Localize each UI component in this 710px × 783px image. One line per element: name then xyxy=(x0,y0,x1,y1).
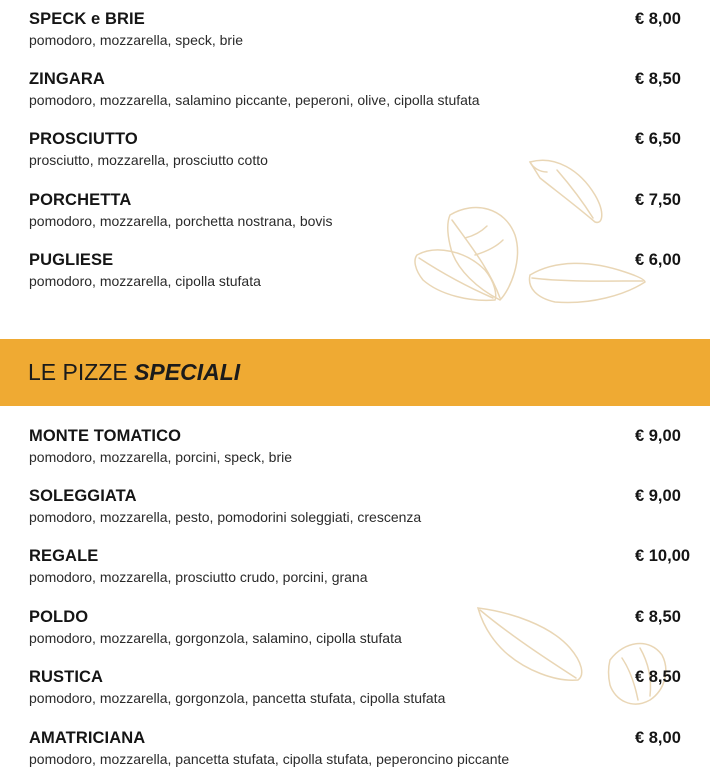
item-description: pomodoro, mozzarella, speck, brie xyxy=(29,32,243,48)
item-price: € 6,50 xyxy=(635,130,681,148)
list-item xyxy=(29,70,709,110)
section-title-plain: LE PIZZE xyxy=(28,359,135,385)
item-description: prosciutto, mozzarella, prosciutto cotto xyxy=(29,152,268,168)
item-name: PUGLIESE xyxy=(29,251,114,269)
item-price: € 6,00 xyxy=(635,251,681,269)
section-title xyxy=(28,359,240,386)
item-description: pomodoro, mozzarella, prosciutto crudo, porcini, grana xyxy=(29,569,368,585)
item-description: pomodoro, mozzarella, gorgonzola, pancetta stufata, cipolla stufata xyxy=(29,690,446,706)
list-item xyxy=(29,487,709,527)
item-name: PORCHETTA xyxy=(29,191,132,209)
section-header-band xyxy=(0,339,710,406)
list-item xyxy=(29,251,709,291)
item-description: pomodoro, mozzarella, pesto, pomodorini soleggiati, crescenza xyxy=(29,509,422,525)
item-name: REGALE xyxy=(29,547,99,565)
item-name: SPECK e BRIE xyxy=(29,10,145,28)
item-price: € 8,00 xyxy=(635,10,681,28)
item-name: POLDO xyxy=(29,608,89,626)
list-item xyxy=(29,729,709,769)
item-description: pomodoro, mozzarella, salamino piccante, peperoni, olive, cipolla stufata xyxy=(29,92,480,108)
item-name: PROSCIUTTO xyxy=(29,130,138,148)
item-price: € 8,50 xyxy=(635,70,681,88)
item-name: AMATRICIANA xyxy=(29,729,146,747)
item-description: pomodoro, mozzarella, porchetta nostrana, bovis xyxy=(29,213,333,229)
item-price: € 9,00 xyxy=(635,427,681,445)
item-price: € 10,00 xyxy=(635,547,691,565)
list-item xyxy=(29,10,709,50)
item-description: pomodoro, mozzarella, gorgonzola, salamino, cipolla stufata xyxy=(29,630,402,646)
item-description: pomodoro, mozzarella, pancetta stufata, cipolla stufata, peperoncino piccante xyxy=(29,751,510,767)
section-title-emphasis: SPECIALI xyxy=(134,359,241,385)
item-price: € 7,50 xyxy=(635,191,681,209)
list-item xyxy=(29,608,709,648)
item-price: € 8,50 xyxy=(635,668,681,686)
item-name: MONTE TOMATICO xyxy=(29,427,182,445)
item-name: RUSTICA xyxy=(29,668,104,686)
list-item xyxy=(29,130,709,170)
item-name: SOLEGGIATA xyxy=(29,487,137,505)
list-item xyxy=(29,668,709,708)
item-price: € 8,50 xyxy=(635,608,681,626)
item-description: pomodoro, mozzarella, cipolla stufata xyxy=(29,273,261,289)
item-price: € 8,00 xyxy=(635,729,681,747)
item-name: ZINGARA xyxy=(29,70,105,88)
item-price: € 9,00 xyxy=(635,487,681,505)
list-item xyxy=(29,427,709,467)
list-item xyxy=(29,547,709,587)
item-description: pomodoro, mozzarella, porcini, speck, brie xyxy=(29,449,293,465)
list-item xyxy=(29,191,709,231)
